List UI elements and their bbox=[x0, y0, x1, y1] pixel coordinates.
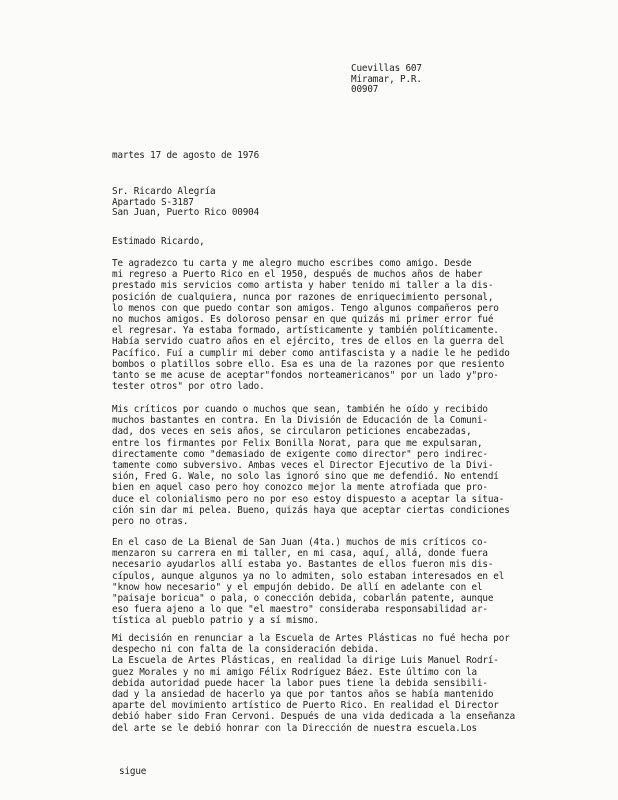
text-line: debió haber sido Fran Cervoni. Después de una vida dedicada a la enseñanza bbox=[112, 711, 516, 723]
text-line: lo menos con que puedo contar son amigos. Tengo algunos compañeros pero bbox=[112, 302, 499, 314]
text-line: duce el colonialismo pero no por eso estoy dispuesto a aceptar la situa- bbox=[112, 493, 505, 505]
text-line: "know how necesario" y el empujón debido. De allí en adelante con el bbox=[112, 581, 483, 593]
text-line: aparte del movimiento artístico de Puerto Rico. En realidad el Director bbox=[112, 700, 499, 712]
recipient-line: Apartado S-3187 bbox=[112, 196, 194, 208]
sender-address bbox=[351, 64, 422, 96]
recipient-line: San Juan, Puerto Rico 00904 bbox=[112, 207, 260, 219]
paragraph-1 bbox=[112, 258, 510, 392]
text-line: "paisaje boricua" o pala, o conección debida, cobarlán patente, aunque bbox=[112, 593, 494, 605]
text-line: dad y la ansiedad de hacerlo ya que por tantos años se había mantenido bbox=[112, 689, 494, 701]
text-line: mi regreso a Puerto Rico en el 1950, después de muchos años de haber bbox=[112, 269, 483, 281]
text-line: el regresar. Ya estaba formado, artísticamente y también políticamente. bbox=[112, 325, 499, 337]
text-line: En el caso de La Bienal de San Juan (4ta.) muchos de mis críticos co- bbox=[112, 537, 488, 548]
text-line: necesario ayudarlos allí estaba yo. Bastantes de ellos fueron mis dis- bbox=[112, 559, 494, 571]
text-line: dad, dos veces en seis años, se circularon peticiones encabezadas, bbox=[112, 426, 472, 438]
text-line: pero no otras. bbox=[112, 516, 189, 528]
address-line: Miramar, P.R. bbox=[351, 73, 422, 85]
text-line: tamente como subversivo. Ambas veces el Director Ejecutivo de la Divi- bbox=[112, 460, 494, 472]
text-line: tester otros" por otro lado. bbox=[112, 381, 265, 393]
salutation: Estimado Ricardo, bbox=[112, 236, 205, 247]
text-line: cípulos, aunque algunos ya no lo admiten, solo estaban interesados en el bbox=[112, 570, 505, 582]
text-line: Te agradezco tu carta y me alegro mucho escribes como amigo. Desde bbox=[112, 258, 472, 269]
recipient-line: Sr. Ricardo Alegría bbox=[112, 186, 216, 197]
text-line: Pacífico. Fuí a cumplir mi deber como antifascista y a nadie le he pedido bbox=[112, 347, 510, 359]
paragraph-2 bbox=[112, 404, 510, 527]
address-line: Cuevillas 607 bbox=[351, 63, 422, 74]
paragraph-4 bbox=[112, 633, 515, 734]
text-line: bombos o platillos sobre ello. Esa es una de la razones por que resiento bbox=[112, 358, 505, 370]
text-line: del arte se le debió honrar con la Dirección de nuestra escuela.Los bbox=[112, 722, 477, 734]
text-line: sión, Fred G. Wale, no solo las ignoró sino que me defendió. No entendí bbox=[112, 471, 499, 483]
text-line: Había servido cuatro años en el ejército, tres de ellos en la guerra del bbox=[112, 336, 505, 348]
text-line: no muchos amigos. Es doloroso pensar en que quizás mi primer error fué bbox=[112, 314, 494, 326]
recipient-block bbox=[112, 187, 259, 219]
text-line: entre los firmantes por Felix Bonilla Norat, para que me expulsaran, bbox=[112, 437, 483, 449]
text-line: prestado mis servicios como artista y haber tenido mi taller a la dis- bbox=[112, 280, 494, 292]
paragraph-3 bbox=[112, 537, 504, 627]
text-line: posición de cualquiera, nunca por razones de enriquecimiento personal, bbox=[112, 291, 494, 303]
text-line: guez Morales y no mi amigo Félix Rodríguez Báez. Este último con la bbox=[112, 666, 477, 678]
text-line: La Escuela de Artes Plásticas, en realidad la dirige Luis Manuel Rodrí- bbox=[112, 655, 499, 667]
text-line: despecho ni con falta de la consideración debida. bbox=[112, 644, 379, 656]
text-line: eso fuera ajeno a lo que "el maestro" consideraba responsabilidad ar- bbox=[112, 604, 488, 616]
text-line: Mis críticos por cuando o muchos que sean, también he oído y recibido bbox=[112, 404, 488, 415]
text-line: ción sin dar mi pelea. Bueno, quizás haya que aceptar ciertas condiciones bbox=[112, 504, 510, 516]
letter-date: martes 17 de agosto de 1976 bbox=[112, 150, 260, 161]
text-line: muchos bastantes en contra. En la División de Educación de la Comuni- bbox=[112, 415, 488, 427]
text-line: Mi decisión en renunciar a la Escuela de Artes Plásticas no fué hecha por bbox=[112, 633, 510, 644]
text-line: tanto se me acuse de aceptar"fondos norteamericanos" por un lado y"pro- bbox=[112, 370, 499, 382]
text-line: directamente como "demasiado de exigente como director" pero indirec- bbox=[112, 448, 488, 460]
address-line: 00907 bbox=[351, 84, 379, 96]
text-line: menzaron su carrera en mi taller, en mi casa, aquí, allá, donde fuera bbox=[112, 548, 488, 560]
text-line: debida autoridad puede hacer la labor pues tiene la debida sensibili- bbox=[112, 677, 488, 689]
continuation-note: sigue bbox=[119, 766, 147, 777]
text-line: bien en aquel caso pero hoy conozco mejor la mente atrofiada que pro- bbox=[112, 482, 488, 494]
text-line: tística al pueblo patrio y a sí mismo. bbox=[112, 615, 319, 627]
